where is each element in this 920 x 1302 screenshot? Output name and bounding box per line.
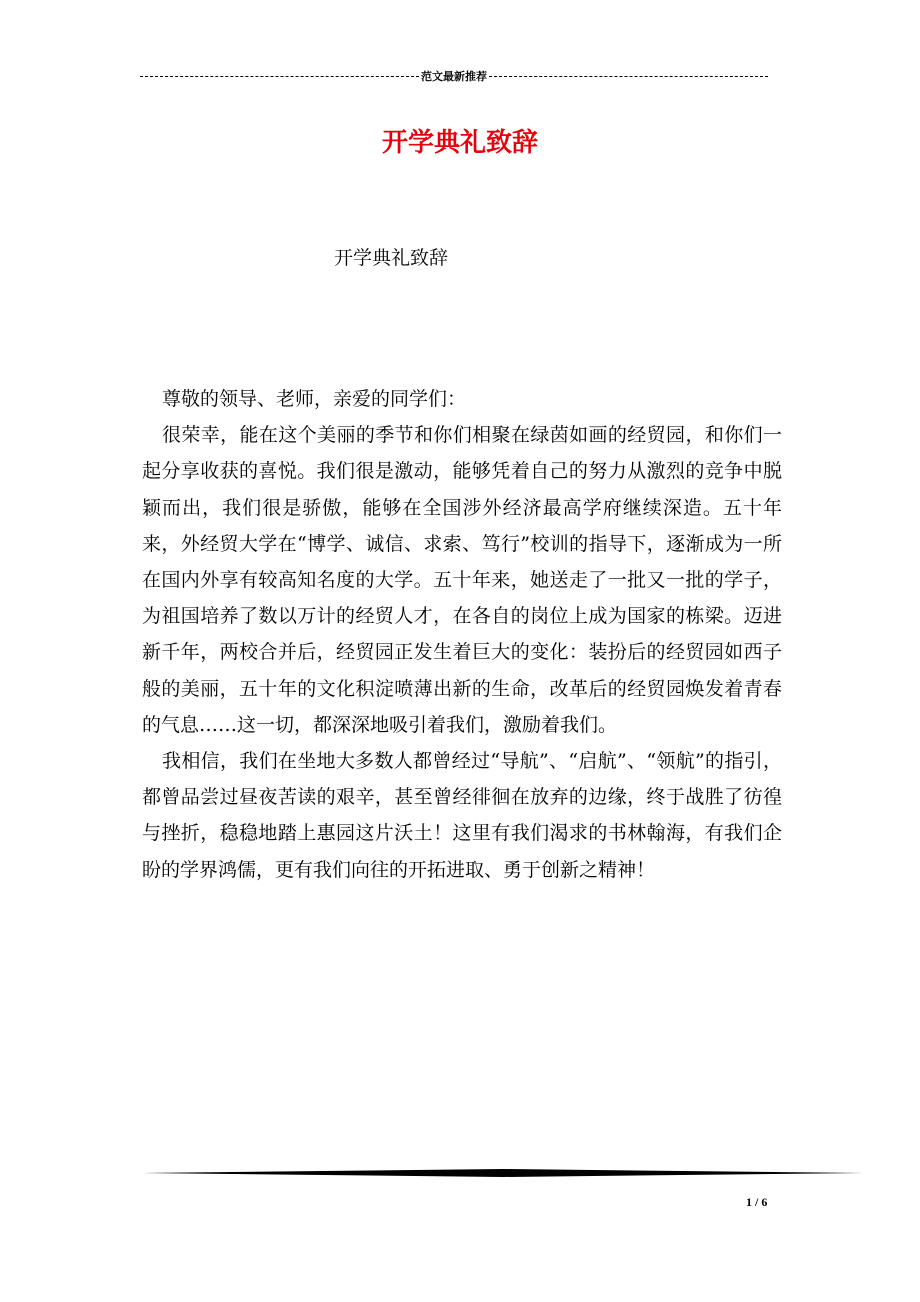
header-label: 范文最新推荐 [421,71,487,83]
body-paragraph: 我相信，我们在坐地大多数人都曾经过“导航”、“启航”、“领航”的指引，都曾品尝过昼夜苦读的艰辛，甚至曾经徘徊在放弃的边缘，终于战胜了彷徨与挫折，稳稳地踏上惠园这片沃土！这里有我们渴求的书林翰海，有我们企盼的学界鸿儒，更有我们向往的开拓进取、勇于创新之精神！ [142,750,782,881]
footer-rule [142,1168,864,1178]
header-dash-right [489,76,768,77]
header-dash-left [140,76,419,77]
body-paragraph: 很荣幸，能在这个美丽的季节和你们相聚在绿茵如画的经贸园，和你们一起分享收获的喜悦。我们很是激动，能够凭着自己的努力从激烈的竞争中脱颖而出，我们很是骄傲，能够在全国涉外经济最高学府继续深造。五十年来，外经贸大学在“博学、诚信、求索、笃行”校训的指导下，逐渐成为一所在国内外享有较高知名度的大学。五十年来，她送走了一批又一批的学子，为祖国培养了数以万计的经贸人才，在各自的岗位上成为国家的栋梁。迈进新千年，两校合并后，经贸园正发生着巨大的变化：装扮后的经贸园如西子般的美丽，五十年的文化积淀喷薄出新的生命，改革后的经贸园焕发着青春的气息……这一切，都深深地吸引着我们，激励着我们。 [142,424,782,736]
document-title: 开学典礼致辞 [381,128,538,158]
page-header [140,68,768,84]
document-body [142,381,782,888]
page-number: 1 / 6 [746,1195,768,1209]
document-subtitle: 开学典礼致辞 [334,247,449,269]
salutation-paragraph: 尊敬的领导、老师，亲爱的同学们： [162,388,467,410]
